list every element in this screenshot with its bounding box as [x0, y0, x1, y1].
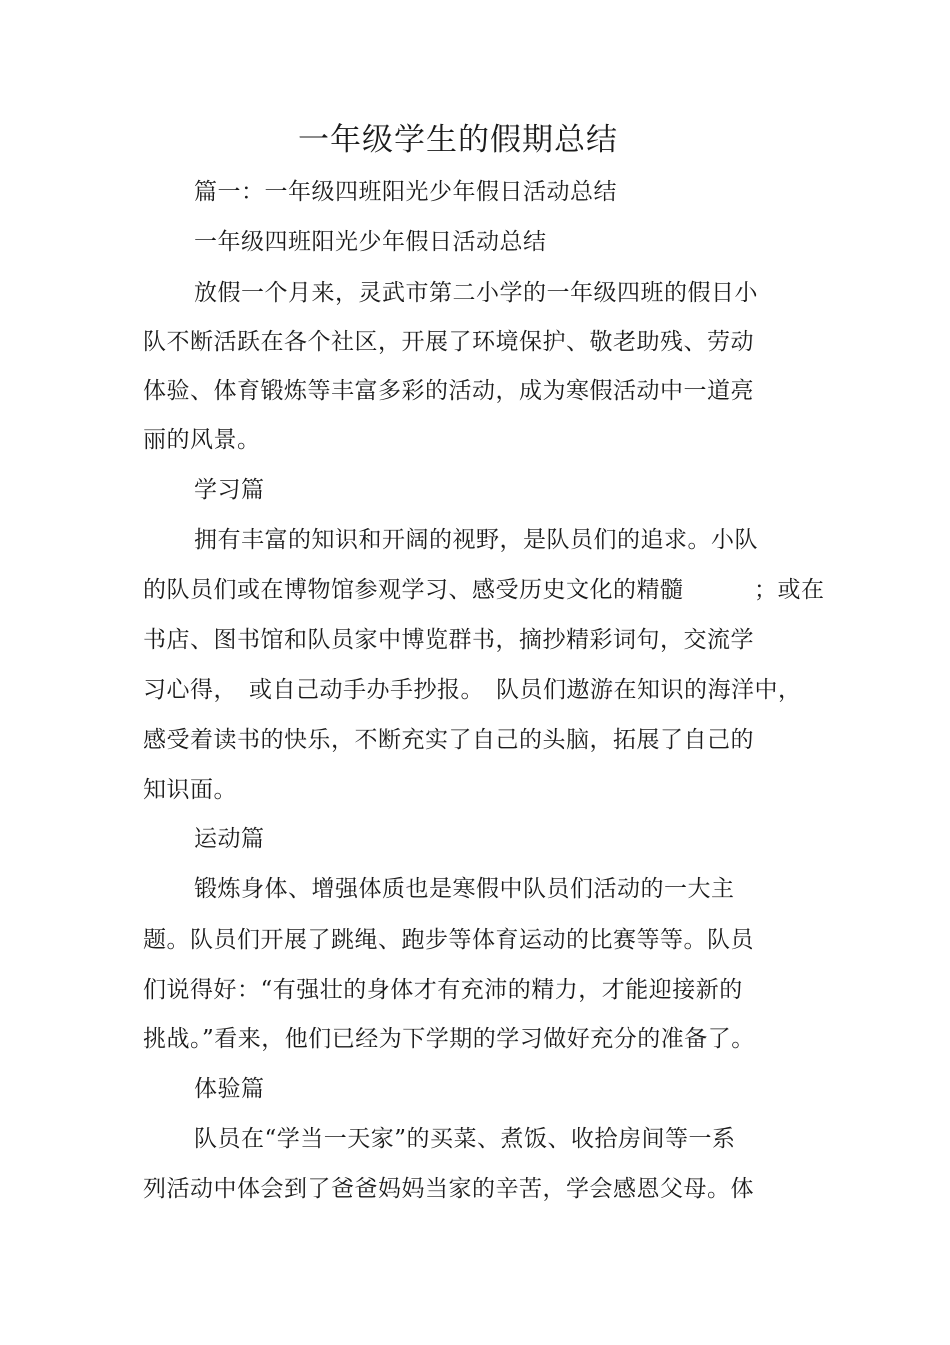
paragraph-line: 锻炼身体、增强体质也是寒假中队员们活动的一大主	[194, 876, 735, 902]
section-heading-study: 学习篇	[194, 477, 265, 503]
paragraph-line: 的队员们或在博物馆参观学习、感受历史文化的精髓 ；或在	[143, 577, 825, 603]
paragraph-line: 挑战。”看来，他们已经为下学期的学习做好充分的准备了。	[143, 1026, 755, 1052]
paragraph-line: 知识面。	[143, 777, 237, 803]
paragraph-line: 拥有丰富的知识和开阔的视野，是队员们的追求。小队	[194, 527, 758, 553]
paragraph-line: 题。队员们开展了跳绳、跑步等体育运动的比赛等等。队员	[143, 927, 754, 953]
paragraph-line: 丽的风景。	[143, 427, 261, 453]
paragraph-line: 列活动中体会到了爸爸妈妈当家的辛苦，学会感恩父母。体	[143, 1176, 754, 1202]
paragraph-line: 队不断活跃在各个社区，开展了环境保护、敬老助残、劳动	[143, 329, 754, 355]
section-heading-experience: 体验篇	[194, 1076, 265, 1102]
document-title: 一年级学生的假期总结	[298, 122, 618, 158]
paragraph-line: 体验、体育锻炼等丰富多彩的活动，成为寒假活动中一道亮	[143, 378, 754, 404]
section-heading: 篇一：一年级四班阳光少年假日活动总结	[194, 179, 617, 205]
subtitle: 一年级四班阳光少年假日活动总结	[194, 229, 547, 255]
paragraph-line: 队员在“学当一天家”的买菜、煮饭、收拾房间等一系	[194, 1126, 736, 1152]
paragraph-line: 书店、图书馆和队员家中博览群书，摘抄精彩词句，交流学	[143, 627, 754, 653]
paragraph-line: 放假一个月来，灵武市第二小学的一年级四班的假日小	[194, 280, 758, 306]
paragraph-line: 们说得好：“有强壮的身体才有充沛的精力，才能迎接新的	[143, 977, 743, 1003]
paragraph-line: 习心得， 或自己动手办手抄报。 队员们遨游在知识的海洋中，	[143, 677, 802, 703]
paragraph-line: 感受着读书的快乐，不断充实了自己的头脑，拓展了自己的	[143, 727, 754, 753]
section-heading-sports: 运动篇	[194, 826, 265, 852]
